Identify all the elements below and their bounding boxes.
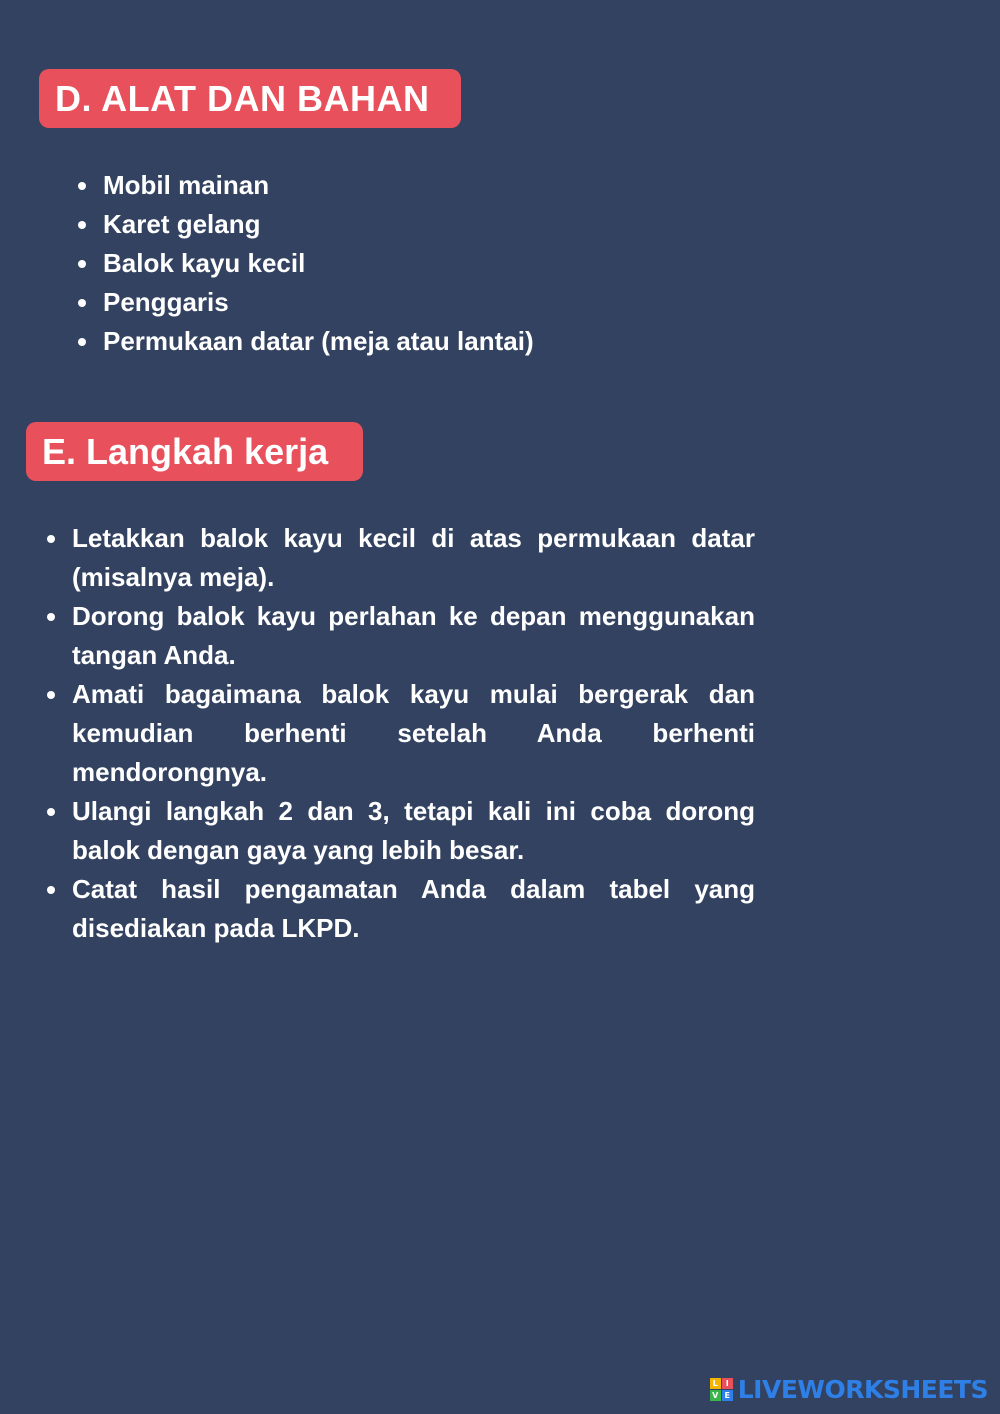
logo-tile: L <box>710 1378 721 1389</box>
liveworksheets-watermark <box>710 1375 988 1404</box>
step-item: Letakkan balok kayu kecil di atas permukaan datar (misalnya meja). <box>44 519 755 597</box>
step-item: Dorong balok kayu perlahan ke depan menggunakan tangan Anda. <box>44 597 755 675</box>
logo-tile: I <box>722 1378 733 1389</box>
steps-list <box>44 519 755 948</box>
list-item: Karet gelang <box>76 205 534 244</box>
list-item: Penggaris <box>76 283 534 322</box>
list-item: Mobil mainan <box>76 166 534 205</box>
logo-tile: V <box>710 1390 721 1401</box>
step-item: Catat hasil pengamatan Anda dalam tabel yang disediakan pada LKPD. <box>44 870 755 948</box>
list-item: Permukaan datar (meja atau lantai) <box>76 322 534 361</box>
section-d-header <box>39 69 461 128</box>
step-item: Amati bagaimana balok kayu mulai bergerak dan kemudian berhenti setelah Anda berhenti mendorongnya. <box>44 675 755 792</box>
section-e-title: E. Langkah kerja <box>42 430 329 472</box>
list-item: Balok kayu kecil <box>76 244 534 283</box>
liveworksheets-logo-icon <box>710 1378 733 1401</box>
materials-list <box>76 166 534 361</box>
watermark-text: LIVEWORKSHEETS <box>737 1375 988 1404</box>
logo-tile: E <box>722 1390 733 1401</box>
section-e-header <box>26 422 363 481</box>
step-item: Ulangi langkah 2 dan 3, tetapi kali ini coba dorong balok dengan gaya yang lebih besar. <box>44 792 755 870</box>
section-d-title: D. ALAT DAN BAHAN <box>55 77 430 119</box>
